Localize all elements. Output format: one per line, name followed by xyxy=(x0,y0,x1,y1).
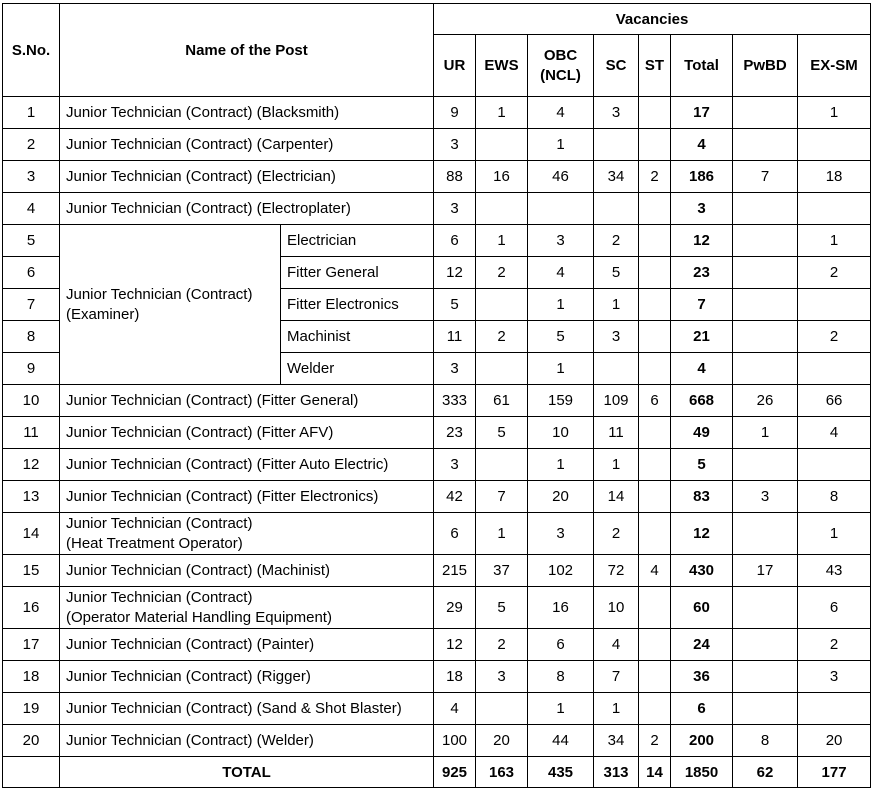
sno-cell: 3 xyxy=(3,161,60,193)
ews-cell xyxy=(476,193,528,225)
st-cell xyxy=(639,97,671,129)
sno-header: S.No. xyxy=(3,4,60,97)
ur-cell: 3 xyxy=(434,449,476,481)
sc-cell: 11 xyxy=(594,417,639,449)
exsm-cell: 1 xyxy=(798,513,871,555)
st-cell: 6 xyxy=(639,385,671,417)
total-sno-cell xyxy=(3,757,60,788)
ews-cell: 2 xyxy=(476,257,528,289)
pwbd-cell: 17 xyxy=(733,555,798,587)
exsm-cell: 43 xyxy=(798,555,871,587)
pwbd-cell: 3 xyxy=(733,481,798,513)
total-cell: 4 xyxy=(671,129,733,161)
exsm-cell xyxy=(798,353,871,385)
sc-cell: 34 xyxy=(594,161,639,193)
post-cell: Machinist xyxy=(281,321,434,353)
obc-cell: 6 xyxy=(528,629,594,661)
total-cell: 430 xyxy=(671,555,733,587)
exsm-cell: 8 xyxy=(798,481,871,513)
ur-header: UR xyxy=(434,35,476,97)
ews-cell xyxy=(476,449,528,481)
ur-cell: 9 xyxy=(434,97,476,129)
pwbd-cell: 1 xyxy=(733,417,798,449)
total-cell: 4 xyxy=(671,353,733,385)
obc-header: OBC (NCL) xyxy=(528,35,594,97)
sno-cell: 5 xyxy=(3,225,60,257)
ur-cell: 12 xyxy=(434,629,476,661)
sc-cell: 2 xyxy=(594,513,639,555)
total-ews-cell: 163 xyxy=(476,757,528,788)
table-row xyxy=(3,481,871,513)
ur-cell: 6 xyxy=(434,225,476,257)
post-cell: Junior Technician (Contract) (Fitter AFV) xyxy=(60,417,434,449)
pwbd-cell xyxy=(733,693,798,725)
st-cell xyxy=(639,289,671,321)
post-cell: Junior Technician (Contract) (Sand & Shot Blaster) xyxy=(60,693,434,725)
sno-cell: 8 xyxy=(3,321,60,353)
pwbd-cell xyxy=(733,449,798,481)
obc-cell: 10 xyxy=(528,417,594,449)
table-row xyxy=(3,661,871,693)
exsm-header: EX-SM xyxy=(798,35,871,97)
ews-cell: 7 xyxy=(476,481,528,513)
obc-cell: 4 xyxy=(528,257,594,289)
total-cell: 83 xyxy=(671,481,733,513)
ews-cell xyxy=(476,693,528,725)
post-header: Name of the Post xyxy=(60,4,434,97)
obc-cell: 1 xyxy=(528,129,594,161)
table-row xyxy=(3,97,871,129)
ews-cell: 2 xyxy=(476,629,528,661)
st-cell: 4 xyxy=(639,555,671,587)
pwbd-cell xyxy=(733,97,798,129)
ur-cell: 12 xyxy=(434,257,476,289)
pwbd-cell: 8 xyxy=(733,725,798,757)
pwbd-cell xyxy=(733,225,798,257)
st-cell xyxy=(639,661,671,693)
st-cell: 2 xyxy=(639,725,671,757)
sno-cell: 10 xyxy=(3,385,60,417)
obc-cell: 16 xyxy=(528,587,594,629)
table-row xyxy=(3,129,871,161)
obc-cell: 1 xyxy=(528,353,594,385)
ews-cell: 16 xyxy=(476,161,528,193)
sc-cell: 5 xyxy=(594,257,639,289)
table-row xyxy=(3,385,871,417)
total-st-cell: 14 xyxy=(639,757,671,788)
sno-cell: 12 xyxy=(3,449,60,481)
total-cell: 12 xyxy=(671,513,733,555)
ur-cell: 3 xyxy=(434,353,476,385)
st-cell xyxy=(639,193,671,225)
sc-cell: 14 xyxy=(594,481,639,513)
post-cell: Fitter General xyxy=(281,257,434,289)
ews-cell: 3 xyxy=(476,661,528,693)
exsm-cell xyxy=(798,129,871,161)
post-cell: Electrician xyxy=(281,225,434,257)
exsm-cell: 1 xyxy=(798,97,871,129)
total-header: Total xyxy=(671,35,733,97)
st-cell xyxy=(639,513,671,555)
exsm-cell xyxy=(798,289,871,321)
sno-cell: 14 xyxy=(3,513,60,555)
sc-cell xyxy=(594,193,639,225)
table-row xyxy=(3,629,871,661)
post-cell: Junior Technician (Contract) (Fitter Electronics) xyxy=(60,481,434,513)
ews-cell: 1 xyxy=(476,225,528,257)
total-label: TOTAL xyxy=(60,757,434,788)
table-row xyxy=(3,555,871,587)
total-cell: 24 xyxy=(671,629,733,661)
sc-cell: 3 xyxy=(594,97,639,129)
table-header xyxy=(3,4,871,97)
ews-header: EWS xyxy=(476,35,528,97)
table-row xyxy=(3,449,871,481)
total-cell: 17 xyxy=(671,97,733,129)
ur-cell: 23 xyxy=(434,417,476,449)
obc-cell: 20 xyxy=(528,481,594,513)
obc-cell: 1 xyxy=(528,289,594,321)
post-cell: Junior Technician (Contract) (Carpenter) xyxy=(60,129,434,161)
post-cell: Junior Technician (Contract) (Rigger) xyxy=(60,661,434,693)
vacancy-table xyxy=(2,3,871,788)
obc-cell: 46 xyxy=(528,161,594,193)
pwbd-cell xyxy=(733,321,798,353)
sc-cell: 34 xyxy=(594,725,639,757)
table-row xyxy=(3,725,871,757)
table-row xyxy=(3,417,871,449)
obc-cell: 44 xyxy=(528,725,594,757)
total-obc-cell: 435 xyxy=(528,757,594,788)
ews-cell: 2 xyxy=(476,321,528,353)
st-cell xyxy=(639,449,671,481)
sno-cell: 20 xyxy=(3,725,60,757)
sc-cell: 72 xyxy=(594,555,639,587)
table-row xyxy=(3,513,871,555)
st-header: ST xyxy=(639,35,671,97)
sno-cell: 15 xyxy=(3,555,60,587)
sc-cell: 1 xyxy=(594,289,639,321)
st-cell xyxy=(639,321,671,353)
ur-cell: 6 xyxy=(434,513,476,555)
st-cell xyxy=(639,417,671,449)
pwbd-cell xyxy=(733,353,798,385)
sc-cell: 7 xyxy=(594,661,639,693)
sno-cell: 18 xyxy=(3,661,60,693)
pwbd-cell xyxy=(733,129,798,161)
obc-cell: 1 xyxy=(528,449,594,481)
ews-cell: 37 xyxy=(476,555,528,587)
obc-cell xyxy=(528,193,594,225)
ews-cell: 5 xyxy=(476,417,528,449)
pwbd-cell xyxy=(733,193,798,225)
table-row xyxy=(3,587,871,629)
total-cell: 12 xyxy=(671,225,733,257)
total-cell: 21 xyxy=(671,321,733,353)
ews-cell xyxy=(476,353,528,385)
ur-cell: 11 xyxy=(434,321,476,353)
total-cell: 668 xyxy=(671,385,733,417)
post-cell: Junior Technician (Contract) (Electrician) xyxy=(60,161,434,193)
obc-cell: 3 xyxy=(528,225,594,257)
sno-cell: 7 xyxy=(3,289,60,321)
exsm-cell: 2 xyxy=(798,321,871,353)
obc-cell: 159 xyxy=(528,385,594,417)
ur-cell: 3 xyxy=(434,193,476,225)
sno-cell: 11 xyxy=(3,417,60,449)
post-cell: Junior Technician (Contract) (Welder) xyxy=(60,725,434,757)
exsm-cell: 6 xyxy=(798,587,871,629)
sno-cell: 17 xyxy=(3,629,60,661)
ur-cell: 5 xyxy=(434,289,476,321)
ews-cell: 5 xyxy=(476,587,528,629)
ur-cell: 3 xyxy=(434,129,476,161)
ews-cell xyxy=(476,129,528,161)
table-row xyxy=(3,161,871,193)
exsm-cell: 2 xyxy=(798,629,871,661)
table-body xyxy=(3,97,871,788)
exsm-cell: 66 xyxy=(798,385,871,417)
st-cell xyxy=(639,129,671,161)
sno-cell: 6 xyxy=(3,257,60,289)
ews-cell: 20 xyxy=(476,725,528,757)
total-row xyxy=(3,757,871,788)
pwbd-header: PwBD xyxy=(733,35,798,97)
sc-cell: 2 xyxy=(594,225,639,257)
pwbd-cell xyxy=(733,289,798,321)
obc-cell: 8 xyxy=(528,661,594,693)
obc-cell: 102 xyxy=(528,555,594,587)
exsm-cell xyxy=(798,449,871,481)
total-total-cell: 1850 xyxy=(671,757,733,788)
exsm-cell xyxy=(798,693,871,725)
sc-cell: 10 xyxy=(594,587,639,629)
ews-cell: 61 xyxy=(476,385,528,417)
total-cell: 60 xyxy=(671,587,733,629)
table-row xyxy=(3,693,871,725)
exsm-cell: 1 xyxy=(798,225,871,257)
sc-cell xyxy=(594,129,639,161)
table-row xyxy=(3,225,871,257)
sc-cell: 3 xyxy=(594,321,639,353)
obc-cell: 4 xyxy=(528,97,594,129)
st-cell xyxy=(639,257,671,289)
ur-cell: 215 xyxy=(434,555,476,587)
sno-cell: 19 xyxy=(3,693,60,725)
total-sc-cell: 313 xyxy=(594,757,639,788)
ews-cell: 1 xyxy=(476,513,528,555)
total-cell: 36 xyxy=(671,661,733,693)
st-cell xyxy=(639,693,671,725)
ur-cell: 29 xyxy=(434,587,476,629)
total-cell: 49 xyxy=(671,417,733,449)
post-cell: Welder xyxy=(281,353,434,385)
exsm-cell: 2 xyxy=(798,257,871,289)
total-cell: 6 xyxy=(671,693,733,725)
post-cell: Junior Technician (Contract) (Operator Material Handling Equipment) xyxy=(60,587,434,629)
total-pwbd-cell: 62 xyxy=(733,757,798,788)
total-cell: 7 xyxy=(671,289,733,321)
exsm-cell: 20 xyxy=(798,725,871,757)
post-cell: Junior Technician (Contract) (Electroplater) xyxy=(60,193,434,225)
total-exsm-cell: 177 xyxy=(798,757,871,788)
total-cell: 23 xyxy=(671,257,733,289)
sno-cell: 4 xyxy=(3,193,60,225)
post-cell: Junior Technician (Contract) (Heat Treatment Operator) xyxy=(60,513,434,555)
ur-cell: 18 xyxy=(434,661,476,693)
ews-cell: 1 xyxy=(476,97,528,129)
st-cell xyxy=(639,629,671,661)
sno-cell: 13 xyxy=(3,481,60,513)
st-cell xyxy=(639,353,671,385)
sc-cell: 1 xyxy=(594,449,639,481)
ur-cell: 333 xyxy=(434,385,476,417)
ur-cell: 100 xyxy=(434,725,476,757)
pwbd-cell: 26 xyxy=(733,385,798,417)
sno-cell: 1 xyxy=(3,97,60,129)
st-cell: 2 xyxy=(639,161,671,193)
post-cell: Fitter Electronics xyxy=(281,289,434,321)
ur-cell: 4 xyxy=(434,693,476,725)
ews-cell xyxy=(476,289,528,321)
obc-cell: 5 xyxy=(528,321,594,353)
sc-cell xyxy=(594,353,639,385)
total-cell: 5 xyxy=(671,449,733,481)
pwbd-cell: 7 xyxy=(733,161,798,193)
post-cell: Junior Technician (Contract) (Machinist) xyxy=(60,555,434,587)
pwbd-cell xyxy=(733,587,798,629)
sno-cell: 16 xyxy=(3,587,60,629)
sc-cell: 4 xyxy=(594,629,639,661)
exsm-cell: 4 xyxy=(798,417,871,449)
sc-header: SC xyxy=(594,35,639,97)
exsm-cell: 18 xyxy=(798,161,871,193)
total-cell: 3 xyxy=(671,193,733,225)
exsm-cell xyxy=(798,193,871,225)
total-ur-cell: 925 xyxy=(434,757,476,788)
sno-cell: 2 xyxy=(3,129,60,161)
st-cell xyxy=(639,225,671,257)
exsm-cell: 3 xyxy=(798,661,871,693)
table-row xyxy=(3,193,871,225)
pwbd-cell xyxy=(733,629,798,661)
post-cell: Junior Technician (Contract) (Fitter Auto Electric) xyxy=(60,449,434,481)
sc-cell: 109 xyxy=(594,385,639,417)
sc-cell: 1 xyxy=(594,693,639,725)
obc-cell: 1 xyxy=(528,693,594,725)
sno-cell: 9 xyxy=(3,353,60,385)
total-cell: 200 xyxy=(671,725,733,757)
pwbd-cell xyxy=(733,513,798,555)
st-cell xyxy=(639,587,671,629)
pwbd-cell xyxy=(733,257,798,289)
ur-cell: 42 xyxy=(434,481,476,513)
post-cell: Junior Technician (Contract) (Painter) xyxy=(60,629,434,661)
obc-cell: 3 xyxy=(528,513,594,555)
st-cell xyxy=(639,481,671,513)
examiner-group-label: Junior Technician (Contract) (Examiner) xyxy=(60,225,281,385)
vacancies-header: Vacancies xyxy=(434,4,871,35)
total-cell: 186 xyxy=(671,161,733,193)
post-cell: Junior Technician (Contract) (Fitter General) xyxy=(60,385,434,417)
ur-cell: 88 xyxy=(434,161,476,193)
post-cell: Junior Technician (Contract) (Blacksmith) xyxy=(60,97,434,129)
pwbd-cell xyxy=(733,661,798,693)
